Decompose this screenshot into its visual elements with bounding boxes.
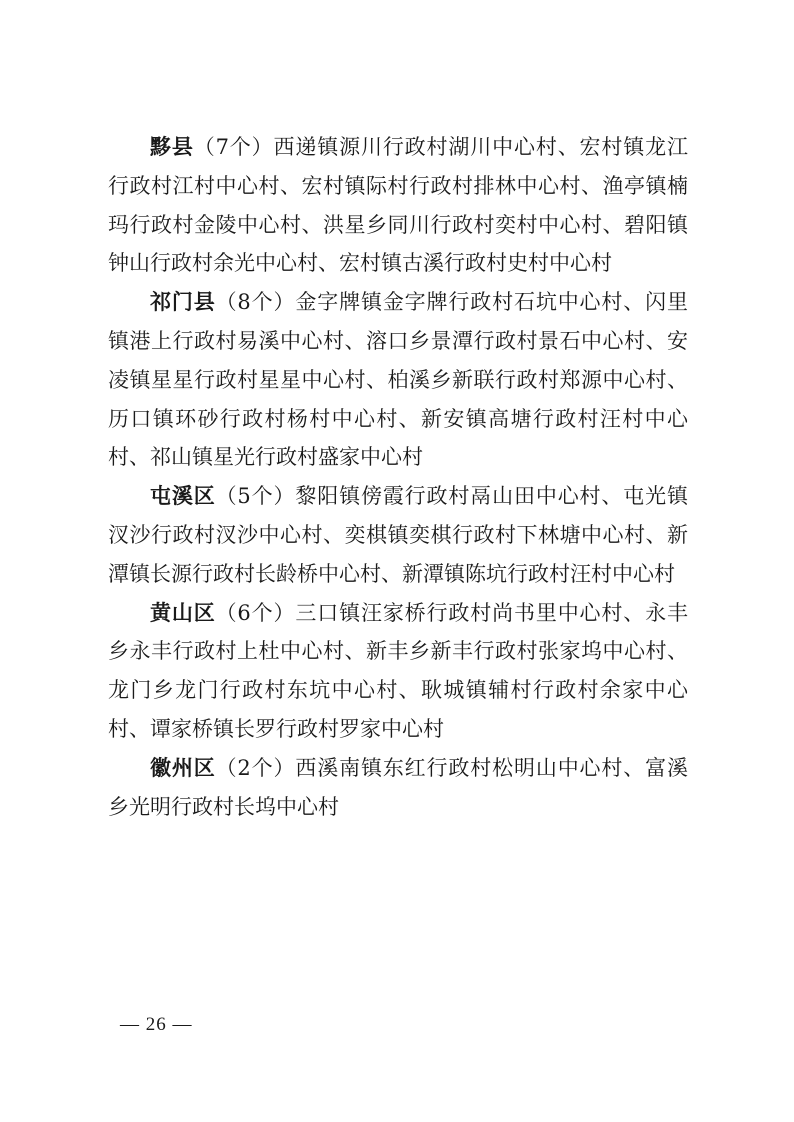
county-name: 黟县 (150, 135, 194, 159)
section-huangshan (108, 594, 688, 749)
village-count: （7个） (193, 135, 274, 159)
village-count: （6个） (215, 600, 296, 625)
page-number: — 26 — (120, 1014, 193, 1035)
village-count: （5个） (215, 484, 296, 509)
village-list: 三口镇汪家桥行政村尚书里中心村、永丰乡永丰行政村上杜中心村、新丰乡新丰行政村张家坞中心村、龙门乡龙门行政村东坑中心村、耿城镇辅村行政村余家中心村、谭家桥镇长罗行政村罗家中心村 (108, 600, 688, 741)
document-body (108, 128, 688, 826)
village-count: （8个） (215, 290, 296, 315)
county-name: 徽州区 (150, 755, 216, 780)
section-huizhou (108, 749, 688, 827)
village-list: 黎阳镇傍霞行政村鬲山田中心村、屯光镇汊沙行政村汊沙中心村、奕棋镇奕棋行政村下林塘中心村、新潭镇长源行政村长龄桥中心村、新潭镇陈坑行政村汪村中心村 (108, 484, 688, 586)
section-tunxi (108, 477, 688, 593)
village-count: （2个） (215, 755, 296, 780)
section-qimen (108, 283, 688, 477)
village-list: 西递镇源川行政村湖川中心村、宏村镇龙江行政村江村中心村、宏村镇际村行政村排林中心村、渔亭镇楠玛行政村金陵中心村、洪星乡同川行政村奕村中心村、碧阳镇钟山行政村余光中心村、宏村镇古溪行政村史村中心村 (108, 135, 688, 276)
county-name: 祁门县 (150, 290, 216, 315)
section-yixian (108, 128, 688, 283)
village-list: 西溪南镇东红行政村松明山中心村、富溪乡光明行政村长坞中心村 (108, 755, 688, 819)
village-list: 金字牌镇金字牌行政村石坑中心村、闪里镇港上行政村易溪中心村、溶口乡景潭行政村景石中心村、安凌镇星星行政村星星中心村、柏溪乡新联行政村郑源中心村、历口镇环砂行政村杨村中心村、新安镇高塘行政村汪村中心村、祁山镇星光行政村盛家中心村 (108, 290, 688, 470)
county-name: 黄山区 (150, 600, 216, 625)
county-name: 屯溪区 (150, 484, 216, 509)
